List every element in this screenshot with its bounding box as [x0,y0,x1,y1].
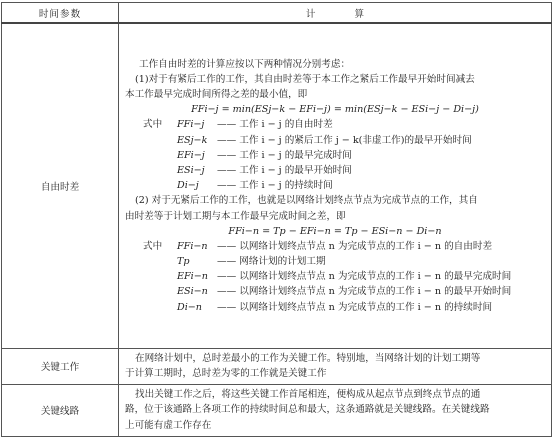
definition-row [125,284,545,299]
definition-text: —— 工作 i − j 的最早开始时间 [217,164,352,176]
calc-critical-path [119,384,552,436]
definition-text: —— 以网络计划终点节点 n 为完成节点的工作 i − n 的最早完成时间 [217,271,512,283]
case2-line2: 由时差等于计划工期与本工作最早完成时间之差，即 [125,210,346,222]
param-free-float: 自由时差 [2,23,119,348]
formula-1: FFi−j = min(ESj−k − EFi−j) = min(ESj−k − ESi−j − Di−j) [191,104,479,116]
definition-row [125,163,545,178]
definition-text: —— 工作 i − j 的自由时差 [217,119,333,131]
case1-line1: (1)对于有紧后工作的工作，其自由时差等于本工作之紧后工作最早开始时间减去 [135,73,475,85]
table-row-free-float [2,23,552,348]
definition-symbol: ESi−j [177,164,205,176]
definition-symbol: EFi−j [177,149,205,161]
definition-row [125,300,545,315]
definition-text: —— 工作 i − j 的最早完成时间 [217,149,352,161]
definition-text: —— 网络计划的计划工期 [217,256,326,268]
definition-text: —— 工作 i − j 的紧后工作 j − k(非虚工作)的最早开始时间 [217,134,472,146]
definition-symbol: Di−j [177,180,199,192]
where-label: 式中 [143,240,163,252]
param-critical-work: 关键工作 [2,348,119,384]
table-header-row [2,3,552,24]
header-calculation: 计 算 [119,3,552,24]
definition-text: —— 以网络计划终点节点 n 为完成节点的工作 i − n 的自由时差 [217,240,493,252]
table-row-critical-work [2,348,552,384]
definition-symbol: ESj−k [177,134,208,146]
definition-text: —— 以网络计划终点节点 n 为完成节点的工作 i − n 的最早开始时间 [217,286,512,298]
definition-row [125,148,545,163]
definition-text: —— 工作 i − j 的持续时间 [217,180,333,192]
definition-symbol: FFi−j [177,119,205,131]
definition-symbol: Tp [177,256,190,268]
intro-line: 工作自由时差的计算应按以下两种情况分别考虑： [139,58,351,70]
definition-row [125,269,545,284]
definition-row [125,239,545,254]
definition-row [125,117,545,132]
case1-line2: 本工作最早完成时间所得之差的最小值，即 [125,89,308,101]
calc-free-float [119,23,552,348]
critical-path-line3: 上可能有虚工作存在 [125,419,212,431]
case2-line1: (2) 对于无紧后工作的工作，也就是以网络计划终点节点为完成节点的工作，其自 [135,195,478,207]
definition-symbol: EFi−n [177,271,208,283]
definition-text: —— 以网络计划终点节点 n 为完成节点的工作 i − n 的持续时间 [217,301,493,313]
time-parameter-table [1,2,552,437]
definitions-1 [125,117,545,193]
critical-work-line2: 于计算工期时，总时差为零的工作就是关键工作 [125,368,327,379]
where-label: 式中 [143,119,163,131]
param-critical-path: 关键线路 [2,384,119,436]
calc-critical-work [119,348,552,384]
formula-2: FFi−n = Tp − EFi−n = Tp − ESi−n − Di−n [228,225,442,237]
critical-path-line2: 路，位于该通路上各项工作的持续时间总和最大，这条通路就是关键线路。在关键线路 [125,404,490,416]
definition-row [125,254,545,269]
definition-row [125,133,545,148]
critical-work-line1: 在网络计划中，总时差最小的工作为关键工作。特别地，当网络计划的计划工期等 [135,352,481,364]
definition-symbol: ESi−n [177,286,208,298]
critical-path-line1: 找出关键工作之后，将这些关键工作首尾相连，便构成从起点节点到终点节点的通 [135,388,481,400]
definition-row [125,178,545,193]
definitions-2 [125,239,545,315]
definition-symbol: FFi−n [177,240,208,252]
header-time-parameter: 时间参数 [2,3,119,24]
table-row-critical-path [2,384,552,436]
definition-symbol: Di−n [177,301,202,313]
